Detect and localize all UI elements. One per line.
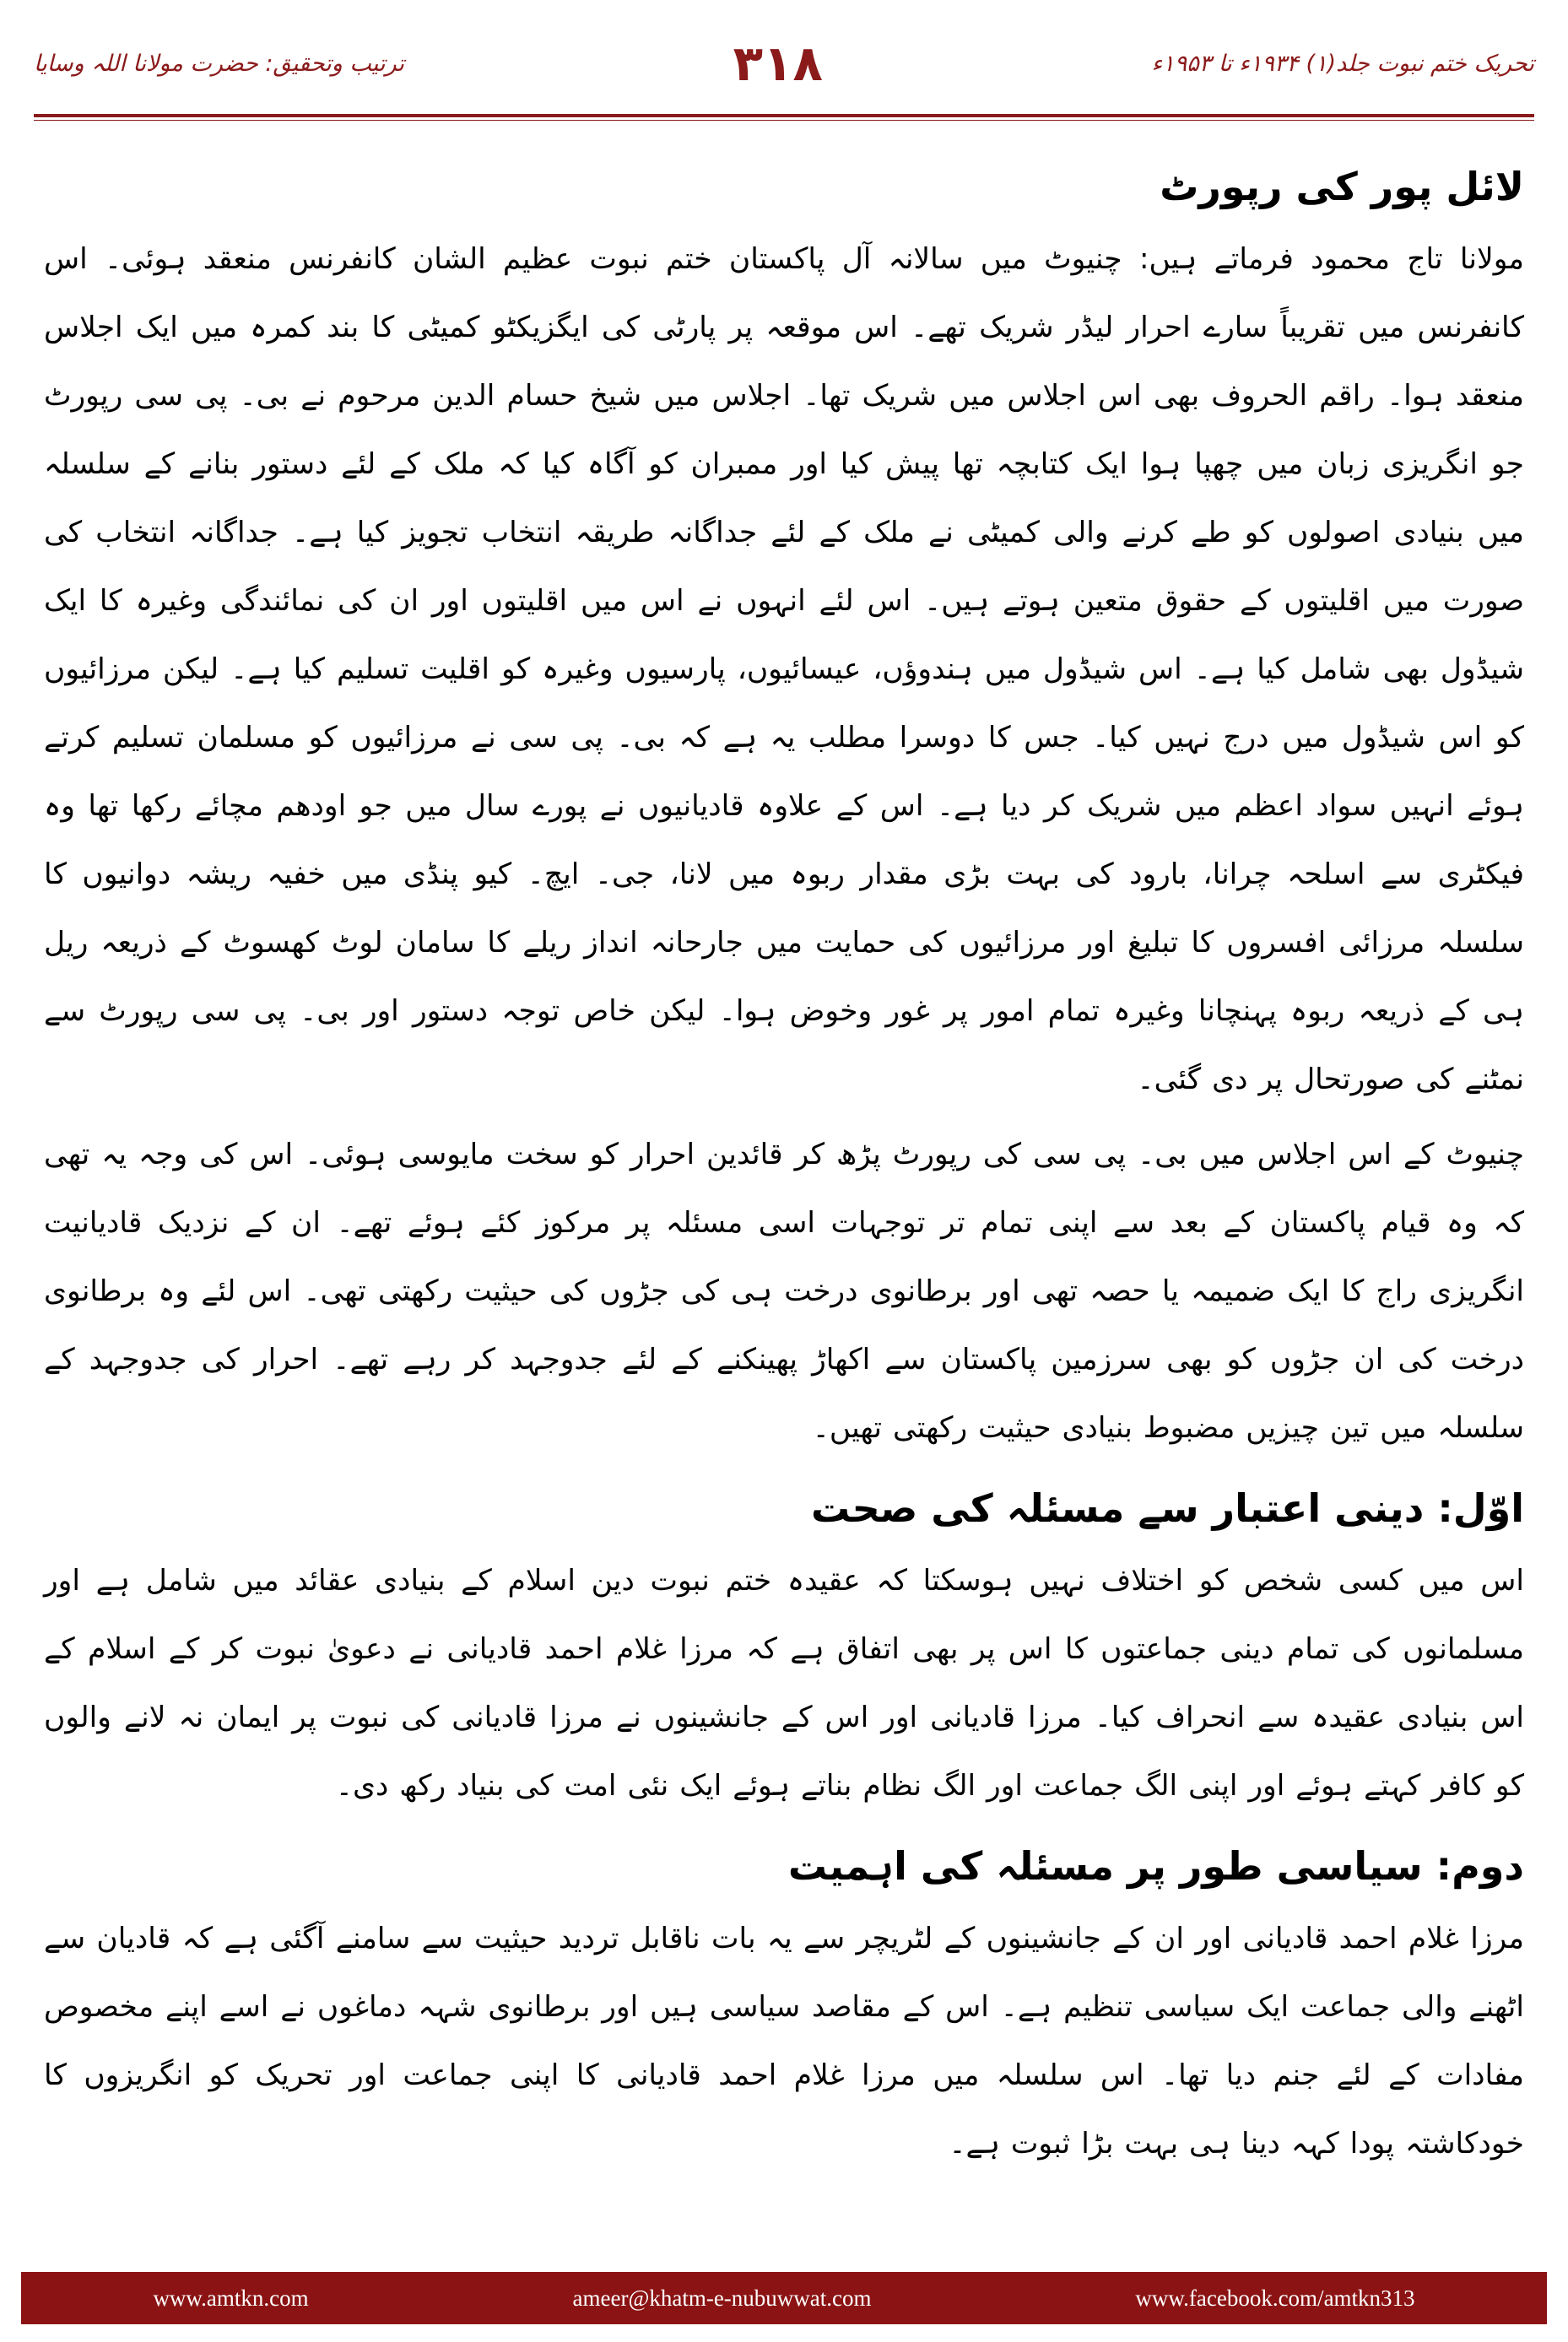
- page-header: [34, 17, 1534, 110]
- page-body: [44, 148, 1524, 2185]
- section-heading-political: دوم: سیاسی طور پر مسئلہ کی اہمیت: [787, 1843, 1524, 1889]
- paragraph: چنیوٹ کے اس اجلاس میں بی۔ پی سی کی رپورٹ پڑھ کر قائدین احرار کو سخت مایوسی ہوئی۔ اس کی وجہ یہ تھی کہ وہ قیام پاکستان کے بعد سے اپنی تمام تر توجہات اسی مسئلہ پر مرکوز کئے ہوئے تھے۔ ان کے نزدیک قادیانیت انگریزی راج کا ایک ضمیمہ یا حصہ تھی اور برطانوی درخت ہی کی جڑوں کی حیثیت رکھتی تھی۔ اس لئے وہ برطانوی درخت کی ان جڑوں کو بھی سرزمین پاکستان سے اکھاڑ پھینکنے کے لئے جدوجہد کر رہے تھے۔ احرار کی جدوجہد کے سلسلہ میں تین چیزیں مضبوط بنیادی حیثیت رکھتی تھیں۔: [44, 1138, 1524, 1445]
- footer-website-link[interactable]: www.amtkn.com: [153, 2285, 309, 2311]
- header-divider: [34, 114, 1534, 117]
- header-divider-thin: [34, 120, 1534, 121]
- paragraph: اس میں کسی شخص کو اختلاف نہیں ہوسکتا کہ عقیدہ ختم نبوت دین اسلام کے بنیادی عقائد میں شامل ہے اور مسلمانوں کی تمام دینی جماعتوں کا اس پر بھی اتفاق ہے کہ مرزا غلام احمد قادیانی نے دعویٰ نبوت کر کے اسلام کے اس بنیادی عقیدہ سے انحراف کیا۔ مرزا قادیانی اور اس کے جانشینوں نے مرزا قادیانی کی نبوت پر ایمان نہ لانے والوں کو کافر کہتے ہوئے اور اپنی الگ جماعت اور الگ نظام بناتے ہوئے ایک نئی امت کی بنیاد رکھ دی۔: [44, 1564, 1524, 1803]
- header-compiler: ترتیب وتحقیق: حضرت مولانا اللہ وسایا: [34, 50, 404, 77]
- footer-email-link[interactable]: ameer@khatm-e-nubuwwat.com: [572, 2285, 872, 2311]
- paragraph: مولانا تاج محمود فرماتے ہیں: چنیوٹ میں سالانہ آل پاکستان ختم نبوت عظیم الشان کانفرنس منعقد ہوئی۔ اس کانفرنس میں تقریباً سارے احرار لیڈر شریک تھے۔ اس موقعہ پر پارٹی کی ایگزیکٹو کمیٹی کا بند کمرہ میں ایک اجلاس منعقد ہوا۔ راقم الحروف بھی اس اجلاس میں شریک تھا۔ اجلاس میں شیخ حسام الدین مرحوم نے بی۔ پی سی رپورٹ جو انگریزی زبان میں چھپا ہوا ایک کتابچہ تھا پیش کیا اور ممبران کو آگاہ کیا کہ ملک کے لئے دستور بنانے کے سلسلہ میں بنیادی اصولوں کو طے کرنے والی کمیٹی نے ملک کے لئے جداگانہ طریقہ انتخاب تجویز کیا ہے۔ جداگانہ انتخاب کی صورت میں اقلیتوں کے حقوق متعین ہوتے ہیں۔ اس لئے انہوں نے اس میں اقلیتوں اور ان کی نمائندگی وغیرہ کا ایک شیڈول بھی شامل کیا ہے۔ اس شیڈول میں ہندوؤں، عیسائیوں، پارسیوں وغیرہ کو اقلیت تسلیم کیا ہے۔ لیکن مرزائیوں کو اس شیڈول میں درج نہیں کیا۔ جس کا دوسرا مطلب یہ ہے کہ بی۔ پی سی نے مرزائیوں کو مسلمان تسلیم کرتے ہوئے انہیں سواد اعظم میں شریک کر دیا ہے۔ اس کے علاوہ قادیانیوں نے پورے سال میں جو اودھم مچائے رکھا تھا وہ فیکٹری سے اسلحہ چرانا، بارود کی بہت بڑی مقدار ربوہ میں لانا، جی۔ ایچ۔ کیو پنڈی میں خفیہ ریشہ دوانیوں کا سلسلہ مرزائی افسروں کا تبلیغ اور مرزائیوں کی حمایت میں جارحانہ انداز ریلے کا سامان لوٹ کھسوٹ کے ذریعہ ریل ہی کے ذریعہ ربوہ پہنچانا وغیرہ تمام امور پر غور وخوض ہوا۔ لیکن خاص توجہ دستور اور بی۔ پی سی رپورٹ سے نمٹنے کی صورتحال پر دی گئی۔: [44, 242, 1524, 1096]
- header-book-title: تحریک ختم نبوت جلد(۱) ۱۹۳۴ء تا ۱۹۵۳ء: [1151, 50, 1534, 77]
- page-footer: [21, 2272, 1547, 2324]
- page-number: ۳۱۸: [733, 35, 823, 92]
- section-heading-religious: اوّل: دینی اعتبار سے مسئلہ کی صحت: [810, 1485, 1524, 1531]
- footer-facebook-link[interactable]: www.facebook.com/amtkn313: [1135, 2285, 1415, 2311]
- paragraph: مرزا غلام احمد قادیانی اور ان کے جانشینوں کے لٹریچر سے یہ بات ناقابل تردید حیثیت سے سامنے آگئی ہے کہ قادیان سے اٹھنے والی جماعت ایک سیاسی تنظیم ہے۔ اس کے مقاصد سیاسی ہیں اور برطانوی شہہ دماغوں نے اسے اپنے مخصوص مفادات کے لئے جنم دیا تھا۔ اس سلسلہ میں مرزا غلام احمد قادیانی کا اپنی جماعت اور تحریک کو انگریزوں کا خودکاشتہ پودا کہہ دینا ہی بہت بڑا ثبوت ہے۔: [44, 1922, 1524, 2161]
- section-heading-lyallpur-report: لائل پور کی رپورٹ: [1160, 164, 1524, 209]
